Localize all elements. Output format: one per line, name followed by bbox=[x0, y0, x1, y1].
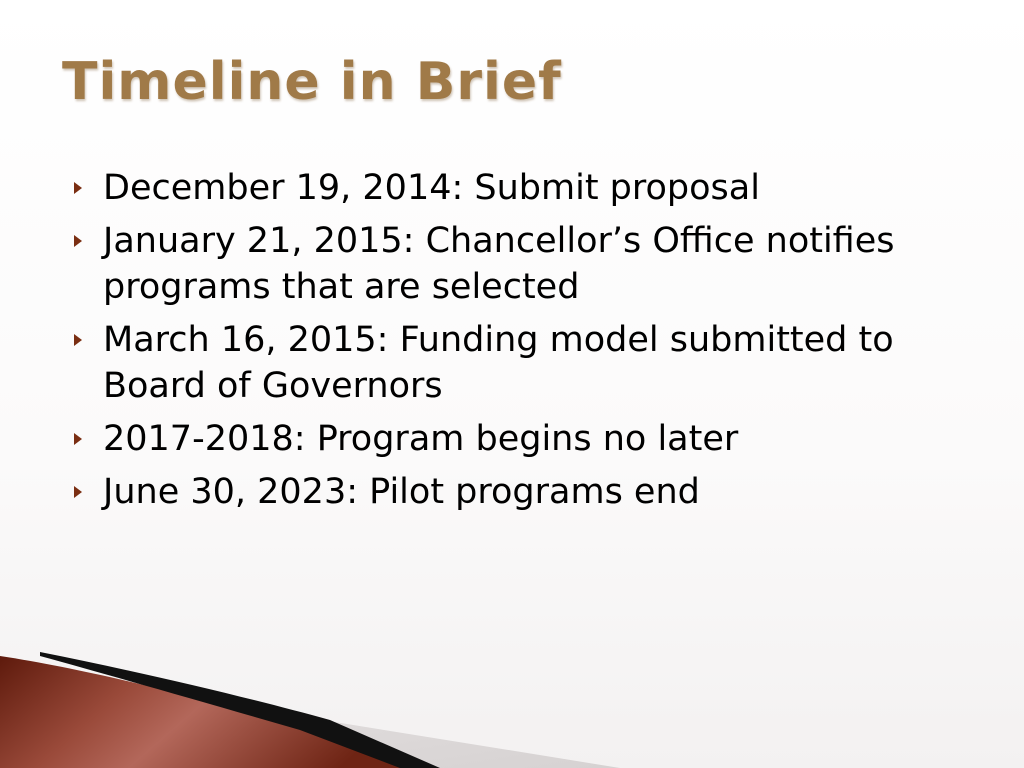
right-triangle-icon bbox=[74, 433, 82, 445]
right-triangle-icon bbox=[74, 486, 82, 498]
bullet-text: June 30, 2023: Pilot programs end bbox=[103, 472, 700, 512]
bullet-text: 2017-2018: Program begins no later bbox=[103, 419, 739, 459]
decorative-wave bbox=[0, 638, 1024, 768]
list-item bbox=[72, 416, 992, 462]
bullet-text: March 16, 2015: Funding model submitted to Board of Governors bbox=[103, 320, 894, 406]
right-triangle-icon bbox=[74, 235, 82, 247]
bullet-list bbox=[72, 165, 992, 522]
list-item bbox=[72, 218, 992, 310]
right-triangle-icon bbox=[74, 182, 82, 194]
bullet-text: December 19, 2014: Submit proposal bbox=[103, 168, 760, 208]
slide-title: Timeline in Brief bbox=[62, 52, 562, 112]
list-item bbox=[72, 469, 992, 515]
list-item bbox=[72, 317, 992, 409]
right-triangle-icon bbox=[74, 334, 82, 346]
bullet-text: January 21, 2015: Chancellor’s Office notifies programs that are selected bbox=[103, 221, 895, 307]
list-item bbox=[72, 165, 992, 211]
